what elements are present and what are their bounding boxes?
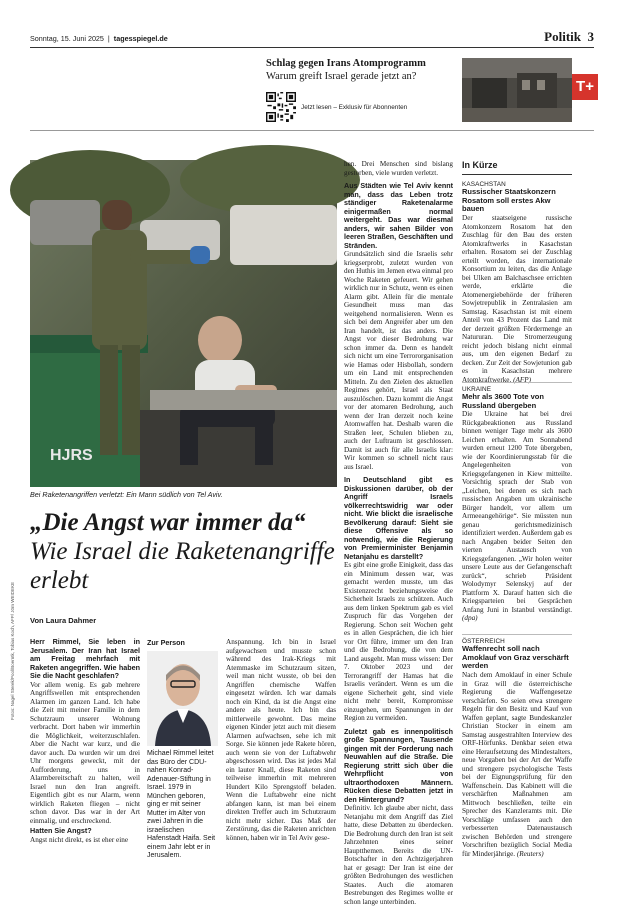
headline-rest: Wie Israel die Raketenangriffe erlebt [30, 538, 335, 594]
brief-body: Der staatseigene russische Atomkonzern Rosatom hat den Zuschlag für den Bau des ersten Atomkraftwerks in Kasachstan erhalten. Rosatom sei der Zuschlag erteilt worden, das internationale Konsortium zu leiten, das die Anlage bei Ulken am Balchaschsee errichten werde, erklärte die Atomenergiebehörde der früheren Sowjetrepublik in Zentralasien am Samstag. Kasachstan ist mit einem Anteil von 43 Prozent das Land mit der derzeit größten Fördermenge an Natururan. Die Stromerzeugung reicht jedoch bislang nicht einmal aus, um den eigenen Bedarf zu decken. Zur Zeit der Sowjetunion gab es in Kasachstan mehrere Atomkraftwerke. [462, 214, 572, 384]
interview-answer: Definitiv. Ich glaube aber nicht, dass Netanjahu mit dem Angriff das Ziel hatte, diese Debatten zu überdecken. Die Bedrohung durch den Iran ist seit Jahrzehnten eines seiner Hauptthemen. Bereits die UN-Botschafter in den Achtzigerjahren hat er gesagt: Der Iran ist eine der größten Bedrohungen des westlichen Staates. Auch die atomaren Bestrebungen des Regimes wollte er schon lange unterbinden. [344, 804, 453, 906]
qr-code-icon[interactable] [266, 92, 296, 122]
author: Von Laura Dahmer [30, 616, 97, 625]
brief-body: Nach dem Amoklauf in einer Schule in Graz will die österreichische Regierung die Waffengesetze verschärfen. So seien etwa strengere Regeln für den Besitz und Kauf von Waffen geplant, sagte Bundeskanzler Christian Stocker in einem am Samstag ausgestrahlten Interview des ORF-Hörfunks. Denkbar seien etwa eine Heraufsetzung des Mindestalters, neue Vorgaben bei der Art der Waffe und strengere psychologische Tests bei der Eignungsprüfung für den Waffenschein. Das Kabinett will die verschärften Maßnahmen am Mittwoch beschließen, teilte ein Sprecher des Kanzleramts mit. Die Vorschläge umfassen auch den verbesserten Datenaustausch zwischen Behörden und strengere Vorschriften bezüglich Social Media für Minderjährige. [462, 671, 572, 858]
brief-kicker: UKRAINE [462, 386, 492, 393]
interview-answer: Angst nicht direkt, es ist eher eine [30, 835, 129, 844]
person-box-heading: Zur Person [147, 638, 185, 647]
brief-item [462, 638, 572, 858]
brief-source: (dpa) [462, 614, 478, 623]
main-photo-image [30, 160, 337, 487]
teaser-rule [30, 130, 594, 131]
person-box-body: Michael Rimmel leitet das Büro der CDU-nahen Konrad-Adenauer-Stiftung in Israel. 1979 in München geboren, ging er mit seiner Mutter im Alter von zwei Jahren in die israelischen Hafenstadt Haifa. Seit einem Jahr lebt er in Jerusalem. [147, 750, 216, 859]
teaser-subtitle[interactable]: Warum greift Israel gerade jetzt an? [266, 71, 417, 82]
person-portrait-image [147, 651, 218, 746]
interview-answer: Es gibt eine große Einigkeit, dass das ein Minimum dessen war, was gemacht werden musste, um das Existenzrecht beziehungsweise die Sicherheit Israels zu schützen. Auch aus dem linken Spektrum gab es viel Zuspruch für das Vorgehen der Regierung. Schon seit Wochen geht es in allen Gesprächen, die ich hier vor Ort führe, immer um den Iran und die Bedrohung, die von dem Land ausgeht. Man muss wissen: Der 7. Oktober 2023 und der Terrorangriff der Hamas hat die Israelis verändert. Wenn es um die eigene Sicherheit geht, sind viele nicht mehr bereit, Kompromisse einzugehen, um Spannungen in der Region zu vermeiden. [344, 561, 453, 722]
article-column-3 [344, 160, 453, 906]
teaser-photo-image [462, 58, 572, 122]
main-photo [30, 160, 337, 487]
photo-credit: Fotos: Nagel Sterek/Pool/Boerntk, Tobias Koch, AFP/ Jörn WEIDEKE [10, 582, 15, 720]
bin-label: HJRS [50, 447, 93, 464]
brief-kicker: KASACHSTAN [462, 181, 506, 188]
teaser-kicker[interactable]: Schlag gegen Irans Atomprogramm [266, 58, 426, 69]
headline [30, 508, 340, 595]
brief-title: Russischer Staatskonzern Rosatom soll erstes Akw bauen [462, 187, 556, 214]
brief-source: (Reuters) [516, 849, 544, 858]
interview-question: In Deutschland gibt es Diskussionen darüber, ob der Angriff Israels völkerrechtswidrig war oder nicht. Wie blickt die israelische Bevölkerung darauf: Sieht sie diese Offensive als so notwendig, wie die Regierung von Premierminister Benjamin Netanjahu es darstellt? [344, 475, 453, 561]
interview-question: Aus Städten wie Tel Aviv kennt man, dass das Leben trotz ständiger Raketenalarme einigermaßen normal weitergeht. Das war diesmal anders, wir sahen Bilder von leeren Straßen, Geschäften und Stränden. [344, 181, 453, 250]
article-column-1 [30, 638, 140, 844]
section-name: Politik [544, 29, 581, 44]
brief-source: (AFP) [513, 375, 532, 384]
brief-title: Waffenrecht soll nach Amoklauf von Graz verschärft werden [462, 644, 569, 671]
interview-answer: Anspannung. Ich bin in Israel aufgewachsen und musste schon während des Irak-Kriegs mit Atemmaske im Schutzraum sitzen, weil man nicht wusste, ob bei den Angriffen chemische Waffen eingesetzt würden. Ich war damals noch ein Kind, da ist die Angst eine andere als heute. Ich bin das mittlerweile gewohnt. Das meine eigenen Kinder jetzt auch mit diesem Alarmen aufwachsen, sehe ich mit Sorge. Sie können jede Rakete hören, auch wenn sie von der Luftabwehr abgeschossen wird. Das ist jedes Mal ein lauter Knall, diese Raketen sind teilweise immerhin mit mehreren Hundert Kilo Sprengstoff beladen. Wenn die Luftabwehr eine nicht abfangen kann, ist man bei einem direkten Treffer auch im Schutzraum nicht mehr sicher. Das Maß der Zerstörung, das die Raketen anrichten können, haben wir in Tel Aviv gese- [226, 638, 336, 842]
interview-answer: hen. Drei Menschen sind bislang gestorben, viele wurden verletzt. [344, 160, 453, 177]
date-line: Sonntag, 15. Juni 2025 | tagesspiegel.de [30, 34, 168, 43]
brief-text [462, 214, 572, 384]
brief-item [462, 386, 572, 623]
article-column-2 [226, 638, 336, 842]
brief-body: Die Ukraine hat bei drei Rückgabeaktionen aus Russland binnen weniger Tage mehr als 3600 Leichen erhalten. Am Sonnabend wurden erneut 1200 Tote übergeben, wie der Koordinierungsstab für die Angelegenheiten von Kriegsgefangenen in Kiew mitteilte. Vorsichtig sprach der Stab von „Leichen, bei denen es sich nach russischen Angaben um ukrainische Bürger handelt, vor allem um Armeeangehörige“. Sie müssten nun genau gerichtsmedizinisch identifiziert werden. Außerdem gab es nach Angaben beider Seiten den vierten Austausch von Kriegsgefangenen. „Wir holen weiter unsere Leute aus der Gefangenschaft zurück“, schrieb Präsident Wolodymyr Selenskyj auf der Plattform X. Darauf hatten sich die Kriegsparteien bei Gesprächen Anfang Juni in Istanbul verständigt. [462, 410, 572, 614]
teaser-qr-text[interactable]: Jetzt lesen – Exklusiv für Abonnenten [301, 104, 408, 111]
headline-quote: „Die Angst war immer da“ [30, 509, 306, 536]
brief-text [462, 410, 572, 623]
tplus-badge[interactable]: T+ [572, 74, 598, 100]
person-portrait [147, 651, 218, 746]
header-rule [30, 47, 594, 48]
brief-kicker: ÖSTERREICH [462, 638, 505, 645]
paper-url: tagesspiegel.de [113, 34, 168, 43]
issue-date: Sonntag, 15. Juni 2025 [30, 34, 104, 43]
interview-answer: Grundsätzlich sind die Israelis sehr kriegserprobt, zuletzt wurden von den Huthis im Jemen etwa einmal pro Woche Raketen gefeuert. Wir gehen wirklich nur in Schutz, wenn es einen Alarm gibt. Allein für die mentale Gesundheit muss man das weitgehend normalisieren. Wenn es sich bei dem Angreifer aber um den Iran handelt, ist das anders. Die Angst vor dieser Bedrohung war schon immer da. Denn es handelt sich nicht um eine Terrororganisation wie Hamas oder Hisbollah, sondern um ein Land mit entsprechenden Mitteln. Zu den Zielen des aktuellen Regimes gehört, Israel als Staat auszulöschen. Dazu kommt die Angst vor der atomaren Bedrohung, auch wenn der Iran derzeit noch keine Atomwaffen hat. Deshalb waren die Straßen leer, Schulen blieben zu, auch der Luftraum ist geschlossen. Damit ist auch für alle Israelis klar: Wir kommen so schnell nicht raus aus Israel. [344, 250, 453, 471]
page-number: 3 [587, 29, 594, 44]
interview-answer: Vor allem wenig. Es gab mehrere Angriffswellen mit entsprechenden Alarmen im ganzen Land. Ich habe die Zeit mit meiner Familie in dem Schutzraum unserer Wohnung verbracht. Dort haben wir immerhin die Möglichkeit, weiterzuschlafen. Aber die Nacht war kurz, und die davor auch. Da wurden wir um drei Uhr morgens geweckt, mit der Aufforderung, uns in Alarmbereitschaft zu halten, weil Israel nun den Iran angreift. Eigentlich gibt es nur Alarm, wenn wirklich Raketen fliegen – nicht schon davor. Das war in der Art einmalig, und erschreckend. [30, 680, 140, 825]
section-title [544, 29, 594, 45]
brief-text [462, 671, 572, 858]
teaser-photo[interactable] [462, 58, 572, 122]
brief-divider [462, 382, 572, 383]
photo-caption: Bei Raketenangriffen verletzt: Ein Mann südlich von Tel Aviv. [30, 490, 223, 499]
briefs-heading: In Kürze [462, 160, 572, 175]
interview-question: Zuletzt gab es innenpolitisch große Spannungen, Tausende gingen mit der Forderung nach Neuwahlen auf die Straße. Die Regierung stritt sich über die Wehrpflicht von ultraorthodoxen Männern. Rücken diese Debatten jetzt in den Hintergrund? [344, 726, 453, 804]
interview-question: Herr Rimmel, Sie leben in Jerusalem. Der Iran hat Israel am Freitag mehrfach mit Raketen angegriffen. Wie haben Sie die Nacht geschlafen? [30, 637, 140, 680]
brief-title: Mehr als 3600 Tote von Russland übergeben [462, 392, 544, 410]
brief-divider [462, 634, 572, 635]
interview-question: Hatten Sie Angst? [30, 826, 92, 835]
person-box-text [147, 750, 219, 861]
brief-item [462, 181, 572, 384]
